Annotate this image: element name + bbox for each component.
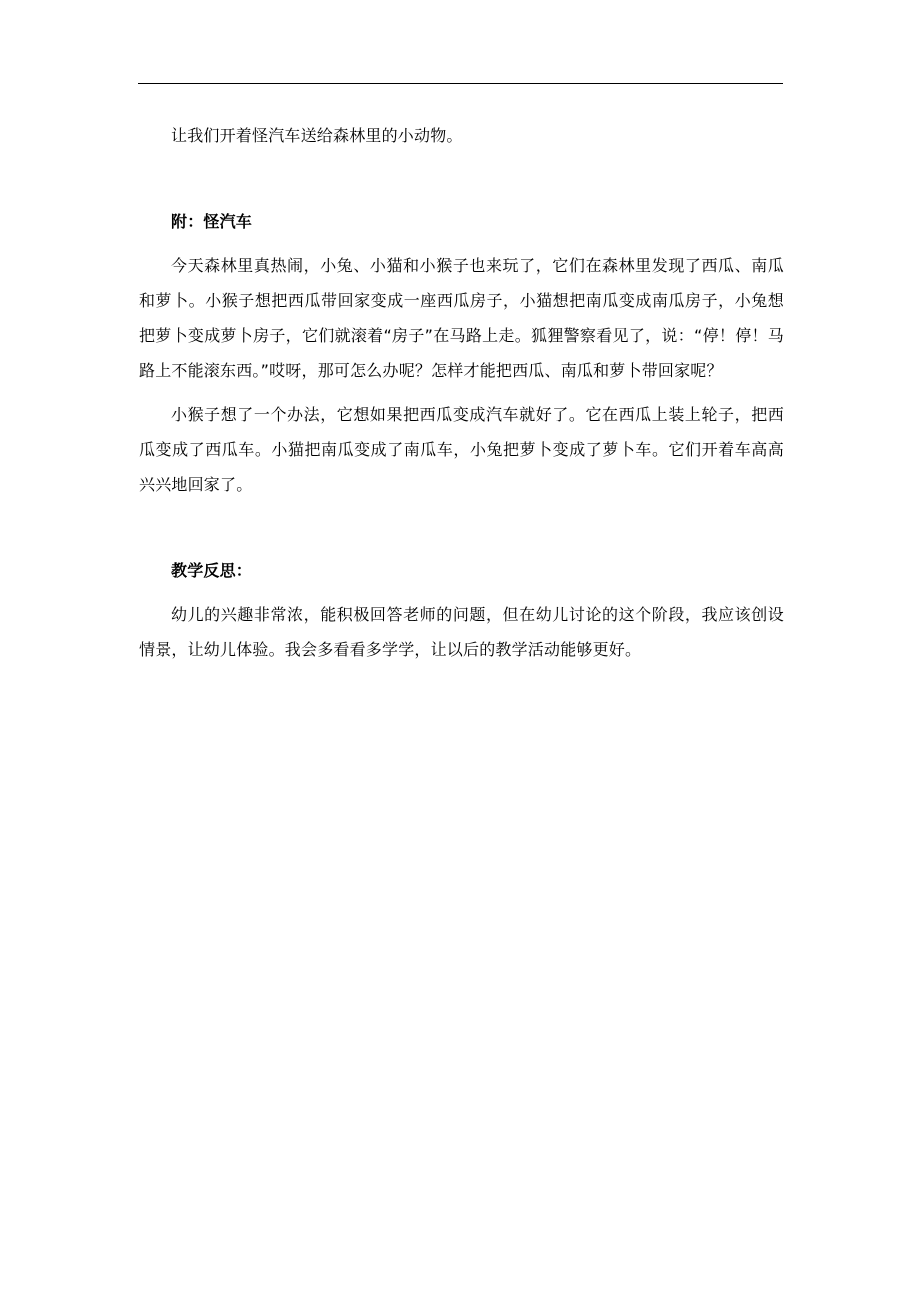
- story-paragraph-2: 小猴子想了一个办法，它想如果把西瓜变成汽车就好了。它在西瓜上装上轮子，把西瓜变成了西瓜车。小猫把南瓜变成了南瓜车，小兔把萝卜变成了萝卜车。它们开着车高高兴兴地回家了。: [139, 405, 784, 494]
- header-rule: [138, 83, 783, 84]
- reflection-heading: 教学反思：: [171, 561, 253, 580]
- intro-paragraph: 让我们开着怪汽车送给森林里的小动物。: [171, 126, 463, 145]
- heading-spacer: [139, 239, 784, 248]
- heading-spacer: [139, 588, 784, 597]
- reflection-paragraph: 幼儿的兴趣非常浓，能积极回答老师的问题，但在幼儿讨论的这个阶段，我应该创设情景，让幼儿体验。我会多看看多学学，让以后的教学活动能够更好。: [139, 605, 784, 659]
- appendix-heading: 附：怪汽车: [171, 212, 253, 231]
- section-spacer: [139, 502, 784, 553]
- paragraph-spacer: [139, 388, 784, 397]
- story-paragraph-1: 今天森林里真热闹，小兔、小猫和小猴子也来玩了，它们在森林里发现了西瓜、南瓜和萝卜。小猴子想把西瓜带回家变成一座西瓜房子，小猫想把南瓜变成南瓜房子，小兔想把萝卜变成萝卜房子，它们就滚着“房子”在马路上走。狐狸警察看见了，说：“停！停！马路上不能滚东西。”哎呀，那可怎么办呢？怎样才能把西瓜、南瓜和萝卜带回家呢？: [139, 256, 784, 380]
- section-spacer: [139, 153, 784, 204]
- document-body: [139, 118, 784, 667]
